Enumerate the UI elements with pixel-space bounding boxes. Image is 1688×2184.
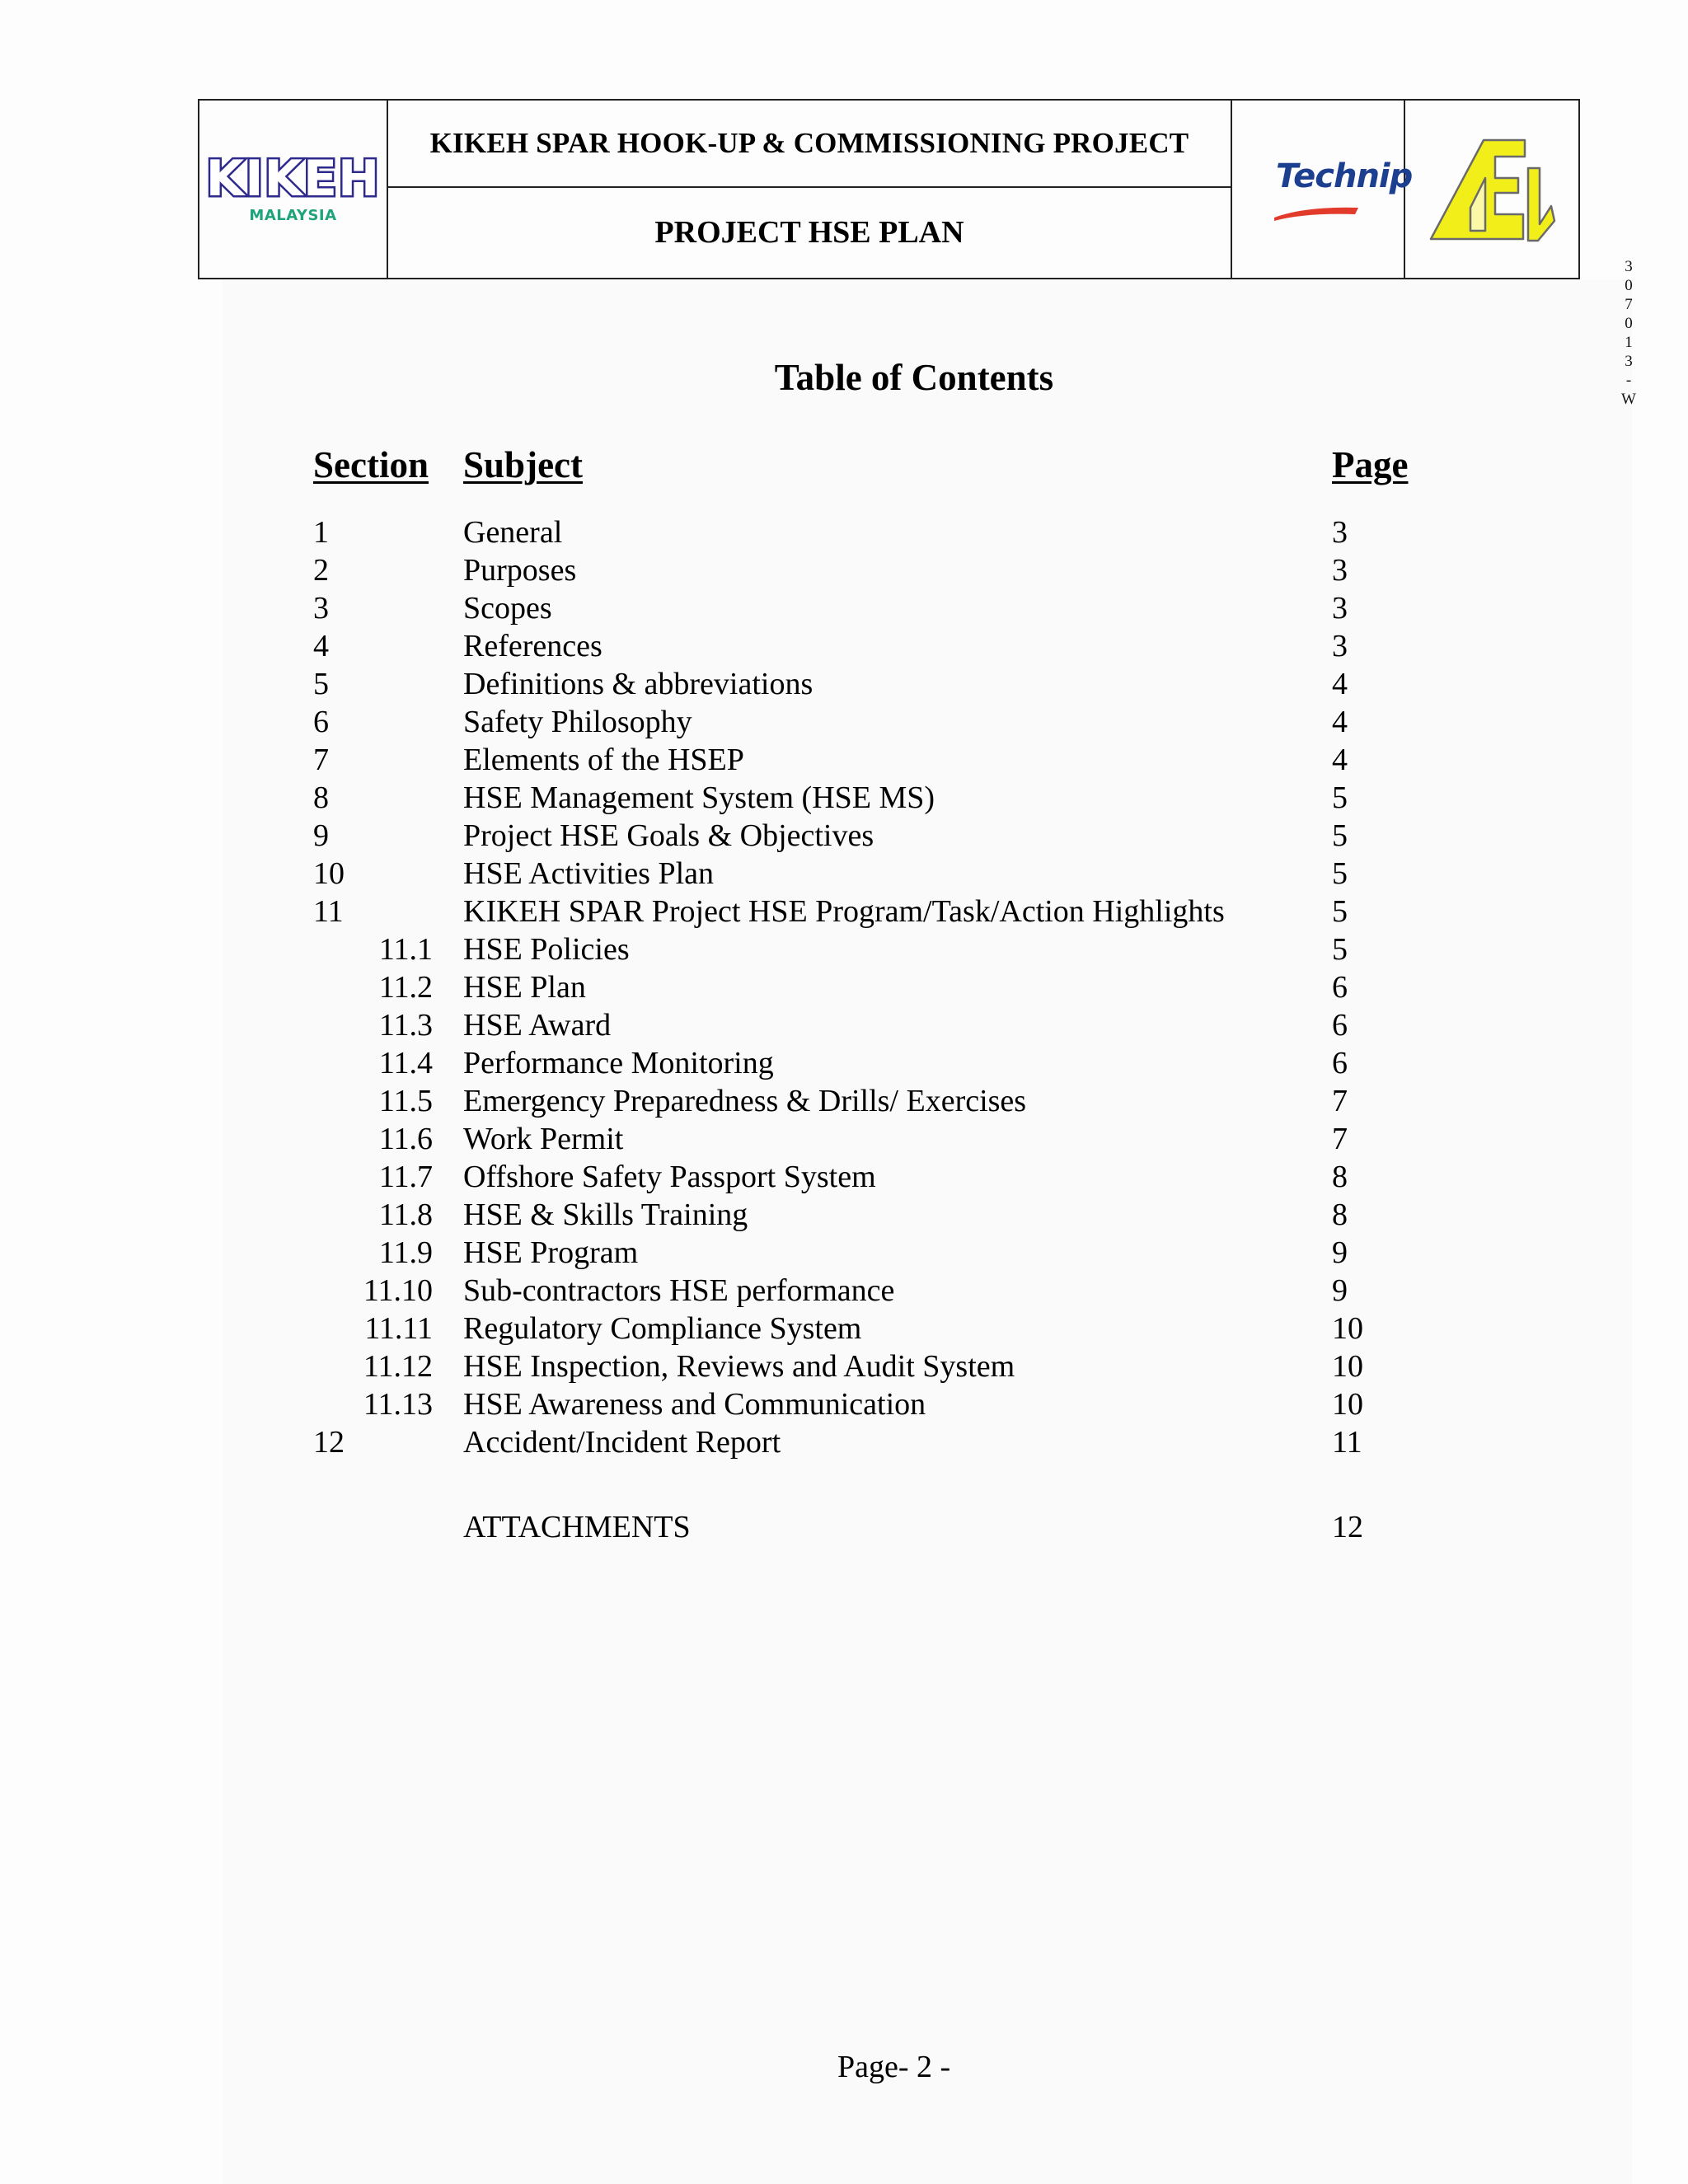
toc-subsection-number: 11.8 <box>378 1197 433 1232</box>
toc-page-number: 8 <box>1332 1197 1348 1232</box>
page-number-footer: Page- 2 - <box>837 2050 951 2084</box>
toc-attachments-subject: ATTACHMENTS <box>463 1510 691 1544</box>
toc-subject: Scopes <box>463 591 552 626</box>
toc-row[interactable] <box>0 703 1688 741</box>
toc-section-number: 3 <box>313 591 329 626</box>
toc-subject: HSE Plan <box>463 970 586 1005</box>
toc-page-number: 4 <box>1332 667 1348 701</box>
technip-logo-word: Technip <box>1276 157 1413 195</box>
toc-subject: Project HSE Goals & Objectives <box>463 818 874 853</box>
technip-swoosh-icon <box>1273 199 1363 224</box>
toc-subject: Purposes <box>463 553 577 588</box>
toc-subsection-number: 11.12 <box>363 1349 433 1384</box>
toc-row[interactable] <box>0 1044 1688 1082</box>
toc-section-number: 9 <box>313 818 329 853</box>
toc-section-number: 4 <box>313 629 329 663</box>
project-title: KIKEH SPAR HOOK-UP & COMMISSIONING PROJECT <box>388 101 1231 188</box>
toc-page-number: 5 <box>1332 932 1348 967</box>
toc-subject: Emergency Preparedness & Drills/ Exercises <box>463 1084 1027 1118</box>
eil-logo-cell <box>1405 101 1578 278</box>
toc-page-number: 4 <box>1332 743 1348 777</box>
toc-subject: Performance Monitoring <box>463 1046 774 1080</box>
toc-row[interactable] <box>0 513 1688 551</box>
toc-subsection-number: 11.10 <box>363 1273 433 1308</box>
toc-row[interactable] <box>0 855 1688 893</box>
toc-subsection-number: 11.2 <box>378 970 433 1005</box>
toc-row[interactable] <box>0 1347 1688 1385</box>
kikeh-logo <box>199 101 387 278</box>
side-code-char: 3 <box>1625 353 1633 370</box>
toc-row[interactable] <box>0 930 1688 968</box>
toc-section-number: 11 <box>313 894 344 929</box>
kikeh-logo-cell <box>199 101 388 278</box>
toc-subject: HSE Activities Plan <box>463 856 714 891</box>
toc-page-number: 5 <box>1332 780 1348 815</box>
kikeh-logo-subtitle: MALAYSIA <box>249 207 337 224</box>
toc-row[interactable] <box>0 1006 1688 1044</box>
column-header-page: Page <box>1332 444 1409 485</box>
toc-page-number: 5 <box>1332 856 1348 891</box>
toc-subject: General <box>463 515 563 550</box>
side-code-char: 1 <box>1625 334 1633 351</box>
toc-subject: HSE Award <box>463 1008 612 1043</box>
side-code-char: 0 <box>1625 277 1633 294</box>
toc-section-number: 7 <box>313 743 329 777</box>
toc-page-number: 3 <box>1332 629 1348 663</box>
toc-row[interactable] <box>0 779 1688 817</box>
toc-page-number: 7 <box>1332 1122 1348 1156</box>
side-code-char: - <box>1625 372 1632 389</box>
toc-subject: HSE Management System (HSE MS) <box>463 780 935 815</box>
toc-page-number: 9 <box>1332 1273 1348 1308</box>
toc-page-number: 11 <box>1332 1425 1362 1460</box>
toc-page-number: 6 <box>1332 1008 1348 1043</box>
toc-row[interactable] <box>0 1196 1688 1234</box>
toc-row[interactable] <box>0 1423 1688 1461</box>
toc-page-number: 3 <box>1332 515 1348 550</box>
toc-attachments-page: 12 <box>1332 1510 1363 1544</box>
toc-row[interactable] <box>0 1310 1688 1347</box>
toc-page-number: 9 <box>1332 1235 1348 1270</box>
toc-page-number: 6 <box>1332 1046 1348 1080</box>
toc-row[interactable] <box>0 665 1688 703</box>
document-title: PROJECT HSE PLAN <box>654 214 964 250</box>
column-header-section: Section <box>313 444 429 485</box>
document-header <box>198 99 1580 279</box>
toc-row[interactable] <box>0 1272 1688 1310</box>
toc-subject: HSE Policies <box>463 932 630 967</box>
toc-page-number: 5 <box>1332 818 1348 853</box>
toc-section-number: 6 <box>313 705 329 739</box>
toc-row[interactable] <box>0 1158 1688 1196</box>
side-code-char: 3 <box>1625 258 1633 275</box>
toc-subject: Elements of the HSEP <box>463 743 744 777</box>
toc-page-number: 3 <box>1332 553 1348 588</box>
toc-row[interactable] <box>0 627 1688 665</box>
technip-logo-cell <box>1232 101 1413 278</box>
toc-title: Table of Contents <box>774 357 1054 398</box>
toc-section-number: 5 <box>313 667 329 701</box>
kikeh-logo-word: KIKEH <box>205 150 381 208</box>
toc-subject: References <box>463 629 603 663</box>
toc-subsection-number: 11.7 <box>378 1160 433 1194</box>
toc-row[interactable] <box>0 968 1688 1006</box>
toc-subject: Offshore Safety Passport System <box>463 1160 876 1194</box>
toc-subsection-number: 11.5 <box>378 1084 433 1118</box>
toc-subsection-number: 11.3 <box>378 1008 433 1043</box>
side-code-char: 7 <box>1625 296 1633 313</box>
toc-subject: HSE & Skills Training <box>463 1197 748 1232</box>
toc-row[interactable] <box>0 589 1688 627</box>
toc-page-number: 7 <box>1332 1084 1348 1118</box>
toc-section-number: 12 <box>313 1425 345 1460</box>
toc-subject: Safety Philosophy <box>463 705 692 739</box>
toc-row[interactable] <box>0 1082 1688 1120</box>
toc-list <box>0 513 1688 1461</box>
toc-row[interactable] <box>0 1385 1688 1423</box>
toc-subject: HSE Program <box>463 1235 639 1270</box>
toc-section-number: 10 <box>313 856 345 891</box>
toc-row[interactable] <box>0 1120 1688 1158</box>
toc-subject: Sub-contractors HSE performance <box>463 1273 895 1308</box>
side-code-char: 0 <box>1625 315 1633 332</box>
toc-row[interactable] <box>0 893 1688 930</box>
technip-logo <box>1232 101 1413 278</box>
toc-page-number: 8 <box>1332 1160 1348 1194</box>
toc-page-number: 10 <box>1332 1387 1363 1422</box>
toc-section-number: 8 <box>313 780 329 815</box>
toc-section-number: 1 <box>313 515 329 550</box>
toc-attachments-row[interactable] <box>0 1508 1688 1546</box>
header-title-cell <box>388 101 1232 278</box>
toc-section-number: 2 <box>313 553 329 588</box>
toc-subsection-number: 11.9 <box>378 1235 433 1270</box>
toc-row[interactable] <box>0 817 1688 855</box>
toc-subject: Regulatory Compliance System <box>463 1311 862 1346</box>
toc-subject: Definitions & abbreviations <box>463 667 814 701</box>
toc-subsection-number: 11.4 <box>378 1046 433 1080</box>
toc-page-number: 6 <box>1332 970 1348 1005</box>
toc-page-number: 10 <box>1332 1311 1363 1346</box>
toc-page-number: 10 <box>1332 1349 1363 1384</box>
toc-row[interactable] <box>0 551 1688 589</box>
toc-subject: HSE Awareness and Communication <box>463 1387 926 1422</box>
toc-subsection-number: 11.11 <box>364 1311 433 1346</box>
toc-subsection-number: 11.6 <box>378 1122 433 1156</box>
toc-subsection-number: 11.1 <box>378 932 433 967</box>
toc-subject: Accident/Incident Report <box>463 1425 781 1460</box>
toc-subject: KIKEH SPAR Project HSE Program/Task/Action Highlights <box>463 894 1225 929</box>
toc-subject: Work Permit <box>463 1122 624 1156</box>
toc-page-number: 3 <box>1332 591 1348 626</box>
toc-row[interactable] <box>0 1234 1688 1272</box>
eil-logo-icon <box>1426 132 1558 247</box>
toc-subject: HSE Inspection, Reviews and Audit System <box>463 1349 1015 1384</box>
column-header-subject: Subject <box>463 444 583 485</box>
toc-row[interactable] <box>0 741 1688 779</box>
eil-logo <box>1405 101 1578 278</box>
toc-page-number: 4 <box>1332 705 1348 739</box>
toc-subsection-number: 11.13 <box>363 1387 433 1422</box>
toc-page-number: 5 <box>1332 894 1348 929</box>
side-code-char: W <box>1621 391 1636 408</box>
